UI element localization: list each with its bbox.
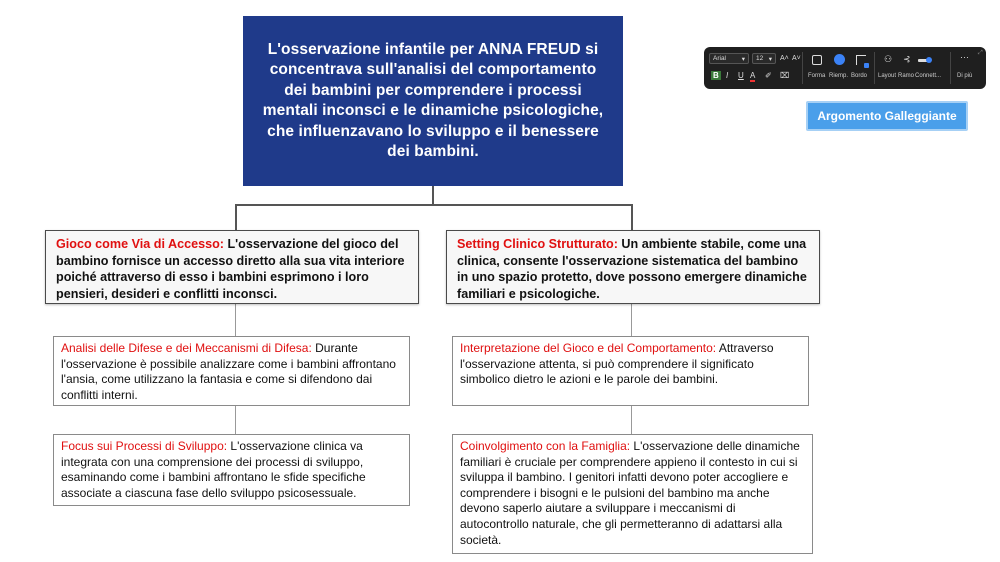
topic-setting-title: Setting Clinico Strutturato: <box>457 237 618 251</box>
connector-icon[interactable] <box>918 59 930 62</box>
topic-setting[interactable] <box>446 230 820 304</box>
connector-right-down <box>631 204 633 230</box>
more-label: Di più <box>957 73 973 79</box>
connector-left-down <box>235 204 237 230</box>
border-label: Bordo <box>851 73 868 79</box>
fill-label: Riemp. <box>829 73 849 79</box>
bold-button[interactable]: B <box>713 71 719 80</box>
subtopic-difese-body: Durante l'osservazione è possibile analizzare come i bambini affrontano l'ansia, come utilizzano la fantasia e come si difendono dai conflitti interni. <box>61 341 396 402</box>
font-shrink-button[interactable]: A˅ <box>792 55 801 62</box>
subtopic-sviluppo[interactable] <box>53 434 410 506</box>
subtopic-famiglia-title: Coinvolgimento con la Famiglia: <box>460 439 631 453</box>
connector-horizontal <box>235 204 632 206</box>
root-topic[interactable] <box>243 16 623 186</box>
highlight-button[interactable]: ✐ <box>765 71 772 80</box>
topic-gioco-title: Gioco come Via di Accesso: <box>56 237 224 251</box>
shape-label: Forma <box>808 73 826 79</box>
topic-gioco[interactable] <box>45 230 419 304</box>
branch-label: Ramo <box>898 73 915 79</box>
root-topic-text: L'osservazione infantile per ANNA FREUD si concentrava sull'analisi del comportamento dei bambini per comprendere i processi mentali inconsci e le dinamiche psicologiche, che influenzavano lo sviluppo e il benessere dei bambini. <box>262 40 604 160</box>
subtopic-sviluppo-body: L'osservazione clinica va integrata con una comprensione dei processi di sviluppo, esaminando come i bambini affrontano le sfide specifiche associate a ciascuna fase dello sviluppo psicosessuale. <box>61 439 366 500</box>
subtopic-interpretazione-title: Interpretazione del Gioco e del Comportamento: <box>460 341 717 355</box>
format-toolbar <box>704 47 986 89</box>
toolbar-pin-icon[interactable]: ⤢ <box>978 50 983 56</box>
font-family-value: Arial <box>713 55 727 62</box>
subtopic-interpretazione[interactable] <box>452 336 809 406</box>
topic-setting-body: Un ambiente stabile, come una clinica, consente l'osservazione sistematica del bambino in uno spazio protetto, dove possono emergere dinamiche familiari e psicologiche. <box>457 237 807 301</box>
topic-gioco-body: L'osservazione del gioco del bambino fornisce un accesso diretto alla sua vita interiore poiché attraverso di esso i bambini esprimono i loro pensieri, desideri e conflitti inconsci. <box>56 237 405 301</box>
more-icon[interactable]: ··· <box>960 52 969 62</box>
connector-root-down <box>432 186 434 204</box>
shape-button[interactable] <box>812 55 822 65</box>
border-button[interactable] <box>856 55 866 65</box>
italic-button[interactable]: I <box>726 71 729 80</box>
branch-icon[interactable]: ⊰ <box>903 54 911 64</box>
connector-left-sub2 <box>235 406 236 434</box>
subtopic-sviluppo-title: Focus sui Processi di Sviluppo: <box>61 439 228 453</box>
floating-topic-label: Argomento Galleggiante <box>817 109 957 123</box>
font-size-select[interactable]: 12 ▾ <box>752 53 776 64</box>
clear-format-button[interactable]: ⌧ <box>780 71 790 80</box>
font-family-select[interactable]: Arial ▾ <box>709 53 749 64</box>
connector-label: Connett... <box>915 73 942 79</box>
fill-button[interactable] <box>834 54 845 65</box>
layout-label: Layout <box>878 73 897 79</box>
font-color-button[interactable]: A <box>750 71 756 80</box>
font-grow-button[interactable]: A˄ <box>780 55 789 62</box>
connector-right-sub1 <box>631 304 632 336</box>
floating-topic[interactable] <box>806 101 968 131</box>
subtopic-interpretazione-body: Attraverso l'osservazione attenta, si può comprendere il significato simbolico dietro le azioni e le parole dei bambini. <box>460 341 774 387</box>
subtopic-difese-title: Analisi delle Difese e dei Meccanismi di Difesa: <box>61 341 312 355</box>
connector-left-sub1 <box>235 304 236 336</box>
font-size-value: 12 <box>756 55 764 62</box>
subtopic-difese[interactable] <box>53 336 410 406</box>
subtopic-famiglia[interactable] <box>452 434 813 554</box>
subtopic-famiglia-body: L'osservazione delle dinamiche familiari è cruciale per comprendere appieno il contesto in cui si sviluppa il bambino. I genitori infatti devono poter accogliere e comprendere i bisogni e le pulsioni del bambino ma anche devono saperlo aiutare a sviluppare i meccanismi di autocontrollo naturale, che gli permetteranno di adattarsi alla società. <box>460 439 800 547</box>
connector-right-sub2 <box>631 406 632 434</box>
layout-icon[interactable]: ⚇ <box>884 54 893 64</box>
underline-button[interactable]: U <box>738 71 744 80</box>
